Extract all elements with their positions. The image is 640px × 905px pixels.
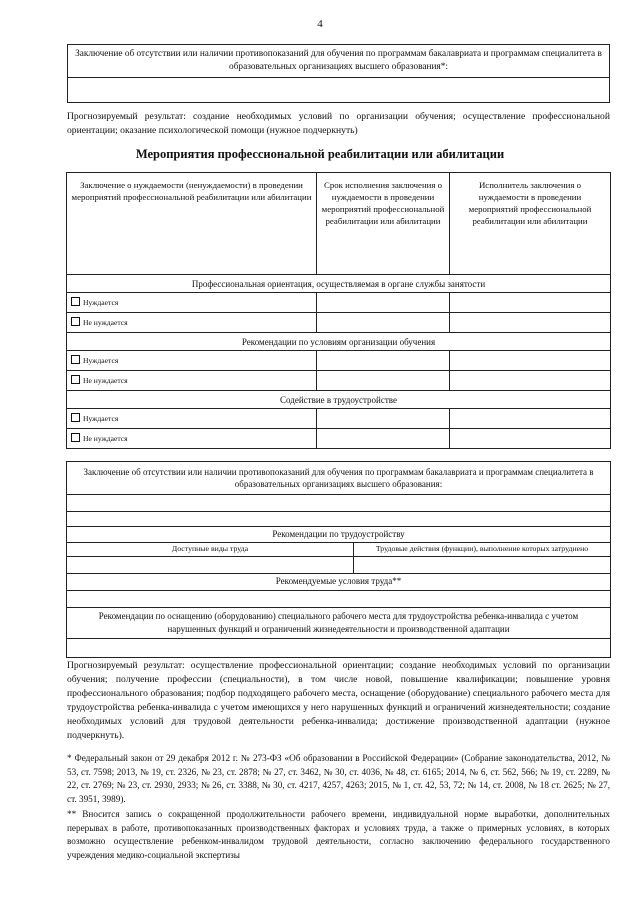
impaired-labor-actions-value[interactable] <box>354 556 611 573</box>
deadline-cell[interactable] <box>317 371 450 391</box>
option-label: Не нуждается <box>83 317 128 327</box>
section-career-guidance: Профессиональная ориентация, осуществляемая в органе службы занятости <box>67 275 611 293</box>
available-work-types-label: Доступные виды труда <box>67 543 354 557</box>
option-not-needs[interactable] <box>67 371 317 391</box>
higher-education-box-title: Заключение об отсутствии или наличии противопоказаний для обучения по программам бакалавриата и программам специалитета в образовательных организациях высшего образования*: <box>68 45 610 78</box>
option-needs[interactable] <box>67 351 317 371</box>
header-conclusion: Заключение о нуждаемости (ненуждаемости) в проведении мероприятий профессиональной реабилитации или абилитации <box>67 173 317 275</box>
box2-value-row[interactable] <box>67 512 611 527</box>
recommended-work-conditions-value[interactable] <box>67 590 611 607</box>
special-workplace-equipment-value[interactable] <box>67 638 611 657</box>
section-learning-conditions: Рекомендации по условиям организации обучения <box>67 333 611 351</box>
header-executor: Исполнитель заключения о нуждаемости в проведении мероприятий профессиональной реабилитации или абилитации <box>450 173 611 275</box>
section-employment-assistance: Содействие в трудоустройстве <box>67 391 611 409</box>
executor-cell[interactable] <box>450 371 611 391</box>
option-not-needs[interactable] <box>67 313 317 333</box>
footnote-education-law: * Федеральный закон от 29 декабря 2012 г. № 273-ФЗ «Об образовании в Российской Федерации» (Собрание законодательства, 2012, № 53, ст. 7598; 2013, № 19, ст. 2326, № 23, ст. 2878; № 27, ст. 3462, № 30, ст. 4036, № 48, ст. 6165; 2014, № 6, ст. 562, 566; № 19, ст. 2289, № 22, ст. 2769; № 23, ст. 2930, 2933; № 26, ст. 3388, № 30, ст. 4217, 4257, 4263; 2015, № 1, ст. 42, 53, 72; № 14, ст. 2008, № 18 ст. 2625; № 27, ст. 3951, 3989). <box>67 753 610 804</box>
executor-cell[interactable] <box>450 351 611 371</box>
box2-title: Заключение об отсутствии или наличии противопоказаний для обучения по программам бакалавриата и программам специалитета в образовательных организациях высшего образования: <box>67 462 611 495</box>
executor-cell[interactable] <box>450 313 611 333</box>
special-workplace-equipment-title: Рекомендации по оснащению (оборудованию) специального рабочего места для трудоустройства ребенка-инвалида с учетом нарушенных функций и ограничений жизнедеятельности и производственной адаптации <box>67 607 611 638</box>
higher-education-contraindications-box <box>67 44 610 103</box>
checkbox-icon[interactable] <box>71 355 80 364</box>
executor-cell[interactable] <box>450 429 611 449</box>
page-number: 4 <box>317 18 323 30</box>
checkbox-icon[interactable] <box>71 413 80 422</box>
option-label: Нуждается <box>83 355 119 365</box>
available-work-types-value[interactable] <box>67 556 354 573</box>
section-title: Мероприятия профессиональной реабилитации или абилитации <box>135 147 505 161</box>
checkbox-icon[interactable] <box>71 297 80 306</box>
option-label: Не нуждается <box>83 375 128 385</box>
deadline-cell[interactable] <box>317 429 450 449</box>
header-deadline: Срок исполнения заключения о нуждаемости в проведении мероприятий профессиональной реабилитации или абилитации <box>317 173 450 275</box>
deadline-cell[interactable] <box>317 351 450 371</box>
forecast-result-1: Прогнозируемый результат: создание необходимых условий по организации обучения; осуществление профессиональной ориентации; оказание психологической помощи (нужное подчеркнуть) <box>67 111 610 136</box>
box2-value-row[interactable] <box>67 495 611 512</box>
option-label: Нуждается <box>83 297 119 307</box>
option-label: Не нуждается <box>83 433 128 443</box>
option-label: Нуждается <box>83 413 119 423</box>
checkbox-icon[interactable] <box>71 433 80 442</box>
higher-education-box-value[interactable] <box>68 78 610 103</box>
option-needs[interactable] <box>67 293 317 313</box>
rehabilitation-measures-table <box>66 172 611 449</box>
forecast-result-2: Прогнозируемый результат: осуществление профессиональной ориентации; создание необходимых условий по организации обучения; получение профессии (специальности), в том числе новой, повышение квалификации; повышение уровня профессионального образования; подбор подходящего рабочего места, оснащение (оборудование) специального рабочего места для трудоустройства ребенка-инвалида с учетом имеющихся у него нарушенных функций и ограничений жизнедеятельности; создание необходимых условий для трудовой деятельности ребенка-инвалида; достижение производственной адаптации (нужное подчеркнуть). <box>67 660 610 741</box>
executor-cell[interactable] <box>450 409 611 429</box>
deadline-cell[interactable] <box>317 293 450 313</box>
impaired-labor-actions-label: Трудовые действия (функции), выполнение которых затруднено <box>354 543 611 557</box>
deadline-cell[interactable] <box>317 409 450 429</box>
work-recommendations-title: Рекомендации по трудоустройству <box>67 527 611 543</box>
employment-recommendations-box <box>66 461 611 658</box>
checkbox-icon[interactable] <box>71 375 80 384</box>
footnote-work-conditions: ** Вносится запись о сокращенной продолжительности рабочего времени, индивидуальной норме выработки, дополнительных перерывах в работе, противопоказанных производственных факторах и условиях труда, а также о примерных условиях, в которых возможно осуществление ребенком-инвалидом трудовой деятельности, согласно заключению федерального государственного учреждения медико-социальной экспертизы <box>67 809 610 860</box>
executor-cell[interactable] <box>450 293 611 313</box>
option-not-needs[interactable] <box>67 429 317 449</box>
recommended-work-conditions-title: Рекомендуемые условия труда** <box>67 573 611 590</box>
option-needs[interactable] <box>67 409 317 429</box>
deadline-cell[interactable] <box>317 313 450 333</box>
checkbox-icon[interactable] <box>71 317 80 326</box>
